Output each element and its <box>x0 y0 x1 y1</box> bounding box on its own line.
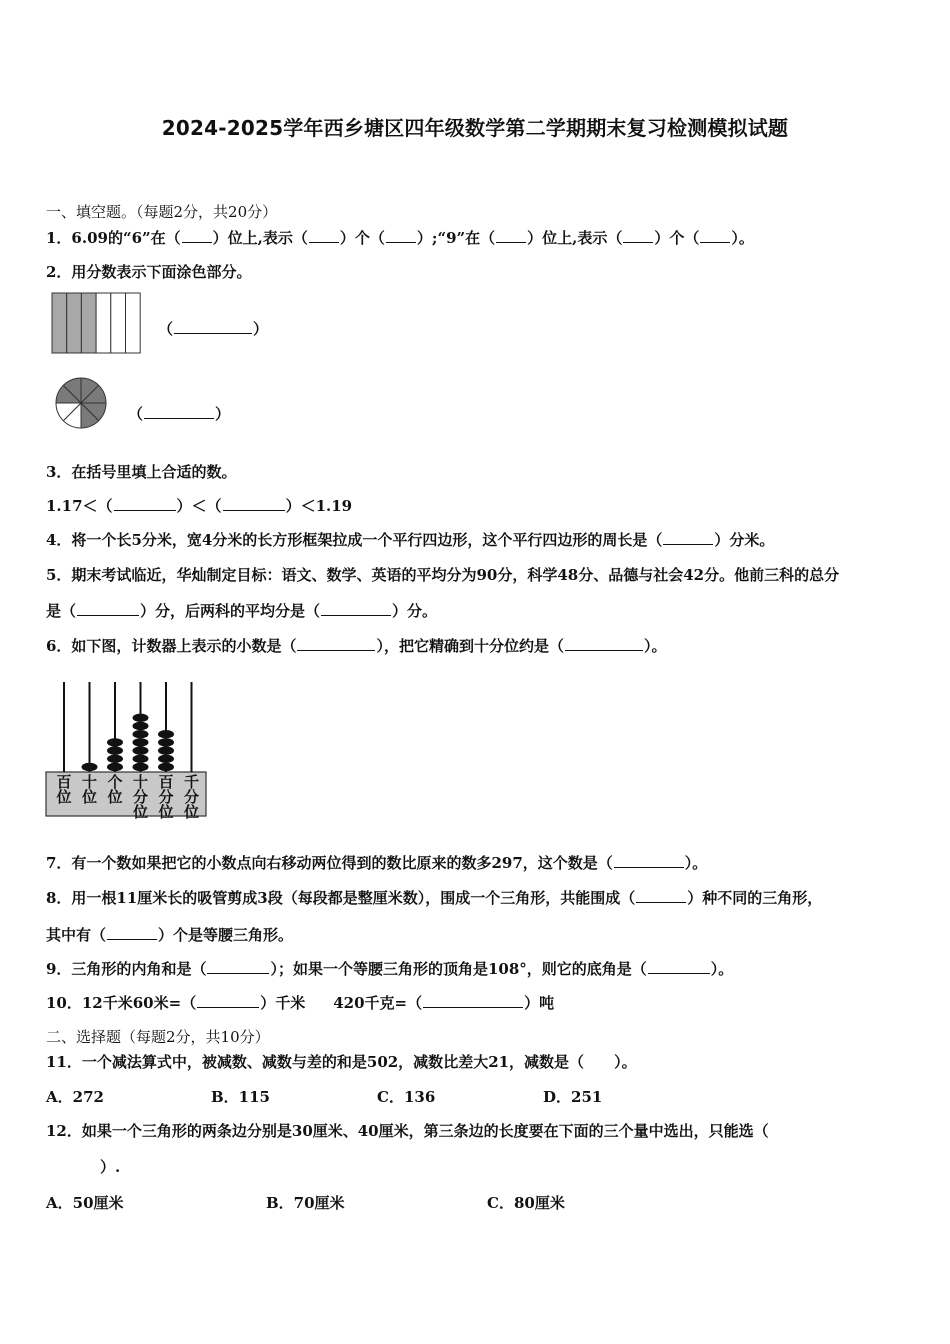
q12-option-a[interactable]: A．50厘米 <box>46 1194 124 1212</box>
q2-answer-2-close: ） <box>215 405 231 423</box>
rect-part-3 <box>81 293 96 353</box>
q2-blank-2[interactable] <box>144 404 214 419</box>
abacus-bead <box>158 746 174 754</box>
question-8-line-1 <box>46 888 822 908</box>
question-3-blanks <box>46 496 352 516</box>
abacus-label-char: 位 <box>56 788 72 806</box>
q1-text-2: ）位上,表示（ <box>212 229 308 247</box>
q2-answer-1-close: ） <box>253 320 269 338</box>
abacus-bead <box>158 730 174 738</box>
q7-text-1: 7．有一个数如果把它的小数点向右移动两位得到的数比原来的数多297，这个数是（ <box>46 854 613 872</box>
abacus-bead <box>133 755 149 763</box>
abacus-bead <box>133 722 149 730</box>
q3-text-3: ）＜1.19 <box>285 497 353 515</box>
q11-option-d[interactable]: D．251 <box>543 1088 603 1106</box>
q1-text-4: ）;“9”在（ <box>416 229 496 247</box>
section-choice-heading: 二、选择题（每题2分，共10分） <box>46 1028 270 1046</box>
q2-answer-1-open: （ <box>158 320 174 338</box>
q4-text-2: ）分米。 <box>714 531 775 549</box>
q8-text-1: 8．用一根11厘米长的吸管剪成3段（每段都是整厘米数），围成一个三角形，共能围成（ <box>46 889 636 907</box>
question-8-line-2 <box>46 925 293 945</box>
abacus-label-char: 百 <box>56 773 72 791</box>
q8-text-2: ）种不同的三角形， <box>687 889 823 907</box>
question-4 <box>46 530 774 550</box>
question-9 <box>46 959 733 979</box>
q1-text-5: ）位上,表示（ <box>527 229 623 247</box>
abacus-bead <box>133 746 149 754</box>
abacus-label-char: 分 <box>132 788 149 806</box>
q9-text-3: ）。 <box>710 960 734 978</box>
q2-answer-1 <box>158 318 268 339</box>
abacus-bead <box>133 763 149 771</box>
question-12-line-1: 12．如果一个三角形的两条边分别是30厘米、40厘米，第三条边的长度要在下面的三个量中选出，只能选（ <box>46 1122 769 1140</box>
q8-blank-2[interactable] <box>107 925 157 940</box>
question-2: 2．用分数表示下面涂色部分。 <box>46 263 252 281</box>
q9-text-2: ）；如果一个等腰三角形的顶角是108°，则它的底角是（ <box>270 960 647 978</box>
abacus-bead <box>133 730 149 738</box>
q2-answer-2 <box>128 403 230 424</box>
question-6 <box>46 636 666 656</box>
q1-text-1: 1．6.09的“6”在（ <box>46 229 181 247</box>
question-12-line-2: ）. <box>100 1158 121 1176</box>
rect-part-4 <box>96 293 111 353</box>
q10-text-3: 420千克=（ <box>333 994 423 1012</box>
q1-blank-5[interactable] <box>623 228 653 243</box>
q10-text-2: ）千米 <box>260 994 306 1012</box>
q5-text-1: 是（ <box>46 602 77 620</box>
q1-blank-3[interactable] <box>386 228 416 243</box>
abacus-bead <box>133 738 149 746</box>
abacus-bead <box>107 755 123 763</box>
q6-blank-2[interactable] <box>565 636 643 651</box>
q2-circle-figure <box>53 375 109 431</box>
q7-blank-1[interactable] <box>614 853 684 868</box>
abacus-bead <box>107 746 123 754</box>
question-10 <box>46 993 554 1013</box>
abacus-figure <box>44 678 210 834</box>
q11-option-a[interactable]: A．272 <box>46 1088 104 1106</box>
q12-option-c[interactable]: C．80厘米 <box>487 1194 565 1212</box>
q1-text-7: ）。 <box>731 229 754 247</box>
abacus-bead <box>158 738 174 746</box>
q8-blank-1[interactable] <box>636 888 686 903</box>
abacus-bead <box>158 755 174 763</box>
q8-text-4: ）个是等腰三角形。 <box>158 926 294 944</box>
q1-blank-2[interactable] <box>309 228 339 243</box>
question-11: 11．一个减法算式中，被减数、减数与差的和是502，减数比差大21，减数是（ ）。 <box>46 1053 637 1071</box>
abacus-label-char: 位 <box>132 803 149 821</box>
question-3: 3．在括号里填上合适的数。 <box>46 463 237 481</box>
q3-text-2: ）＜（ <box>176 497 222 515</box>
q6-text-2: ），把它精确到十分位约是（ <box>376 637 564 655</box>
q10-text-1: 10．12千米60米=（ <box>46 994 197 1012</box>
rect-part-1 <box>52 293 67 353</box>
abacus-bead <box>107 738 123 746</box>
q6-text-3: ）。 <box>643 637 667 655</box>
q10-blank-2[interactable] <box>423 993 523 1008</box>
q4-blank-1[interactable] <box>663 530 713 545</box>
q3-blank-1[interactable] <box>114 496 176 511</box>
abacus-bead <box>133 714 149 722</box>
q7-text-2: ）。 <box>684 854 708 872</box>
q2-blank-1[interactable] <box>174 319 252 334</box>
q9-blank-2[interactable] <box>648 959 710 974</box>
rect-part-6 <box>126 293 141 353</box>
rect-part-5 <box>111 293 126 353</box>
q1-blank-1[interactable] <box>182 228 212 243</box>
q6-text-1: 6．如下图，计数器上表示的小数是（ <box>46 637 297 655</box>
q1-blank-6[interactable] <box>700 228 730 243</box>
abacus-label-char: 位 <box>107 788 123 806</box>
q10-blank-1[interactable] <box>197 993 259 1008</box>
q5-blank-1[interactable] <box>77 601 139 616</box>
q3-blank-2[interactable] <box>223 496 285 511</box>
q5-text-3: ）分。 <box>392 602 438 620</box>
section-fill-blank-heading: 一、填空题。（每题2分，共20分） <box>46 203 278 221</box>
q10-text-4: ）吨 <box>524 994 555 1012</box>
abacus-bead <box>82 763 98 771</box>
abacus-label-char: 位 <box>183 803 200 821</box>
abacus-bead <box>158 763 174 771</box>
q2-rectangle-figure <box>51 292 143 354</box>
question-1 <box>46 228 754 248</box>
q9-text-1: 9．三角形的内角和是（ <box>46 960 207 978</box>
abacus-bead <box>107 763 123 771</box>
question-7 <box>46 853 707 873</box>
q1-text-3: ）个（ <box>339 229 385 247</box>
q1-text-6: ）个（ <box>654 229 700 247</box>
q11-option-c[interactable]: C．136 <box>377 1088 436 1106</box>
abacus-label-char: 十 <box>81 773 98 791</box>
q8-text-3: 其中有（ <box>46 926 107 944</box>
abacus-label-char: 十 <box>132 773 149 791</box>
abacus-label-char: 个 <box>107 773 123 791</box>
q6-blank-1[interactable] <box>297 636 375 651</box>
abacus-label-char: 千 <box>183 773 200 791</box>
page-title: 2024-2025学年西乡塘区四年级数学第二学期期末复习检测模拟试题 <box>161 116 789 140</box>
abacus-label-char: 百 <box>158 773 174 791</box>
question-5-line-1: 5．期末考试临近，华灿制定目标：语文、数学、英语的平均分为90分，科学48分、品德与社会42分。他前三科的总分 <box>46 566 840 584</box>
q2-answer-2-open: （ <box>128 405 144 423</box>
q4-text-1: 4．将一个长5分米，宽4分米的长方形框架拉成一个平行四边形，这个平行四边形的周长是（ <box>46 531 663 549</box>
abacus-label-char: 分 <box>158 788 174 806</box>
abacus-label-char: 位 <box>158 803 174 821</box>
abacus-label-char: 位 <box>81 788 98 806</box>
question-5-line-2 <box>46 601 437 621</box>
q12-option-b[interactable]: B．70厘米 <box>266 1194 345 1212</box>
q5-text-2: ）分，后两科的平均分是（ <box>140 602 321 620</box>
q11-option-b[interactable]: B．115 <box>211 1088 270 1106</box>
rect-part-2 <box>67 293 82 353</box>
q1-blank-4[interactable] <box>496 228 526 243</box>
q3-text-1: 1.17＜（ <box>46 497 113 515</box>
abacus-label-char: 分 <box>183 788 200 806</box>
q9-blank-1[interactable] <box>207 959 269 974</box>
q5-blank-2[interactable] <box>321 601 391 616</box>
